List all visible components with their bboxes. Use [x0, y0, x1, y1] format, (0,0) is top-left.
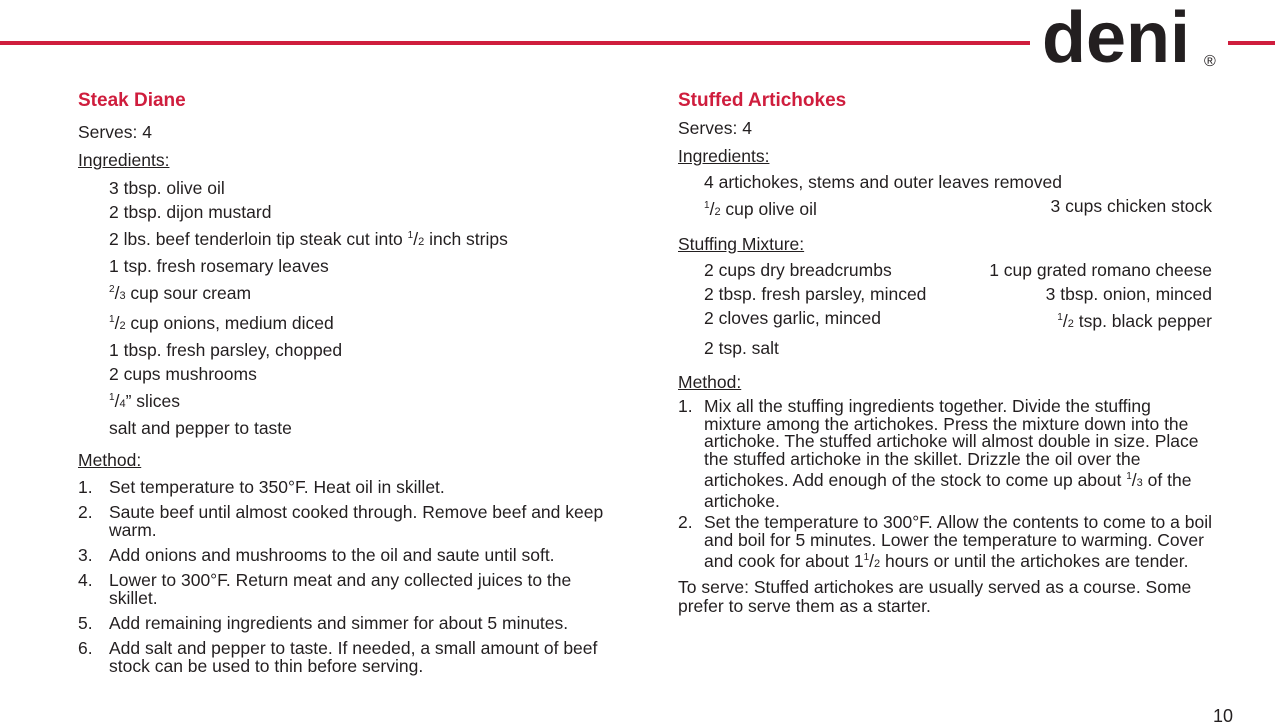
- stuffing-item: 2 tsp. salt: [704, 338, 779, 358]
- ingredient: 1 tbsp. fresh parsley, chopped: [109, 340, 343, 360]
- method-step: 6. Add salt and pepper to taste. If needed, a small amount of beef stock can be used to thin before serving.: [78, 638, 598, 676]
- method-step: 4. Lower to 300°F. Return meat and any collected juices to the skillet.: [78, 570, 572, 608]
- ingredients-list: [78, 176, 618, 440]
- registered-mark: ®: [1204, 53, 1216, 70]
- ingredients-heading: Ingredients:: [678, 146, 770, 166]
- stuffing-pair: 2 cups dry breadcrumbs 1 cup grated romano cheese: [704, 260, 1212, 280]
- stuffed-artichokes-recipe: [678, 88, 1212, 616]
- deni-logo: [1038, 0, 1223, 75]
- header-rule-right: [1228, 41, 1275, 45]
- ingredient: $^2$/3 cup sour cream: [109, 283, 252, 303]
- ingredient: 2 cups mushrooms: [109, 364, 257, 384]
- ingredient: 2 tbsp. dijon mustard: [109, 202, 272, 222]
- page-number: 10: [1213, 706, 1234, 726]
- recipe-title: Stuffed Artichokes: [678, 90, 847, 111]
- method-step: 3. Add onions and mushrooms to the oil and saute until soft.: [78, 545, 555, 565]
- method-step: 5. Add remaining ingredients and simmer for about 5 minutes.: [78, 613, 569, 633]
- ingredient: $^1$/4” slices: [109, 391, 181, 411]
- method-steps: [678, 398, 1212, 574]
- stuffing-list: [678, 258, 1212, 360]
- ingredient: 3 tbsp. olive oil: [109, 178, 225, 198]
- method-step: 1. Mix all the stuffing ingredients together. Divide the stuffing mixture among the artichokes. Press the mixture down into the artichoke. The stuffed artichoke will almost double in size. Place the stuffed artichoke in the skillet. Drizzle the oil over the artichokes. Add enough of the stock to come up about $^1$/3 of the artichoke.: [678, 396, 1199, 511]
- ingredient-pair: $^1$/2 cup olive oil 3 cups chicken stock: [704, 196, 1212, 219]
- method-step: 2. Saute beef until almost cooked through. Remove beef and keep warm.: [78, 502, 604, 540]
- method-steps: [78, 478, 618, 675]
- method-step: 1. Set temperature to 350°F. Heat oil in skillet.: [78, 477, 445, 497]
- ingredient: 2 lbs. beef tenderloin tip steak cut into $^1$/2 inch strips: [109, 229, 508, 249]
- ingredients-heading: Ingredients:: [78, 150, 170, 170]
- ingredient: $^1$/2 cup onions, medium diced: [109, 313, 334, 333]
- ingredients-list: [678, 170, 1212, 224]
- ingredient: salt and pepper to taste: [109, 418, 292, 438]
- method-heading: Method:: [678, 372, 742, 392]
- ingredient: 4 artichokes, stems and outer leaves removed: [704, 172, 1062, 192]
- ingredient: 1 tsp. fresh rosemary leaves: [109, 256, 329, 276]
- stuffing-pair: 2 cloves garlic, minced $^1$/2 tsp. black pepper: [704, 308, 1212, 331]
- serves: Serves: 4: [678, 118, 752, 138]
- stuffing-heading: Stuffing Mixture:: [678, 234, 805, 254]
- header-rule-left: [0, 41, 1030, 45]
- stuffing-pair: 2 tbsp. fresh parsley, minced 3 tbsp. onion, minced: [704, 284, 1212, 304]
- method-heading: Method:: [78, 450, 142, 470]
- to-serve-note: To serve: Stuffed artichokes are usually served as a course. Some prefer to serve them as a starter.: [678, 576, 1192, 616]
- serves: Serves: 4: [78, 122, 152, 142]
- recipe-title: Steak Diane: [78, 90, 186, 111]
- logo-text: deni: [1042, 0, 1191, 75]
- steak-diane-recipe: [78, 88, 618, 682]
- method-step: 2. Set the temperature to 300°F. Allow the contents to come to a boil and boil for 5 minutes. Lower the temperature to warming. Cover and cook for about $1^1/2$ hours or until the artichokes are tender.: [678, 512, 1212, 571]
